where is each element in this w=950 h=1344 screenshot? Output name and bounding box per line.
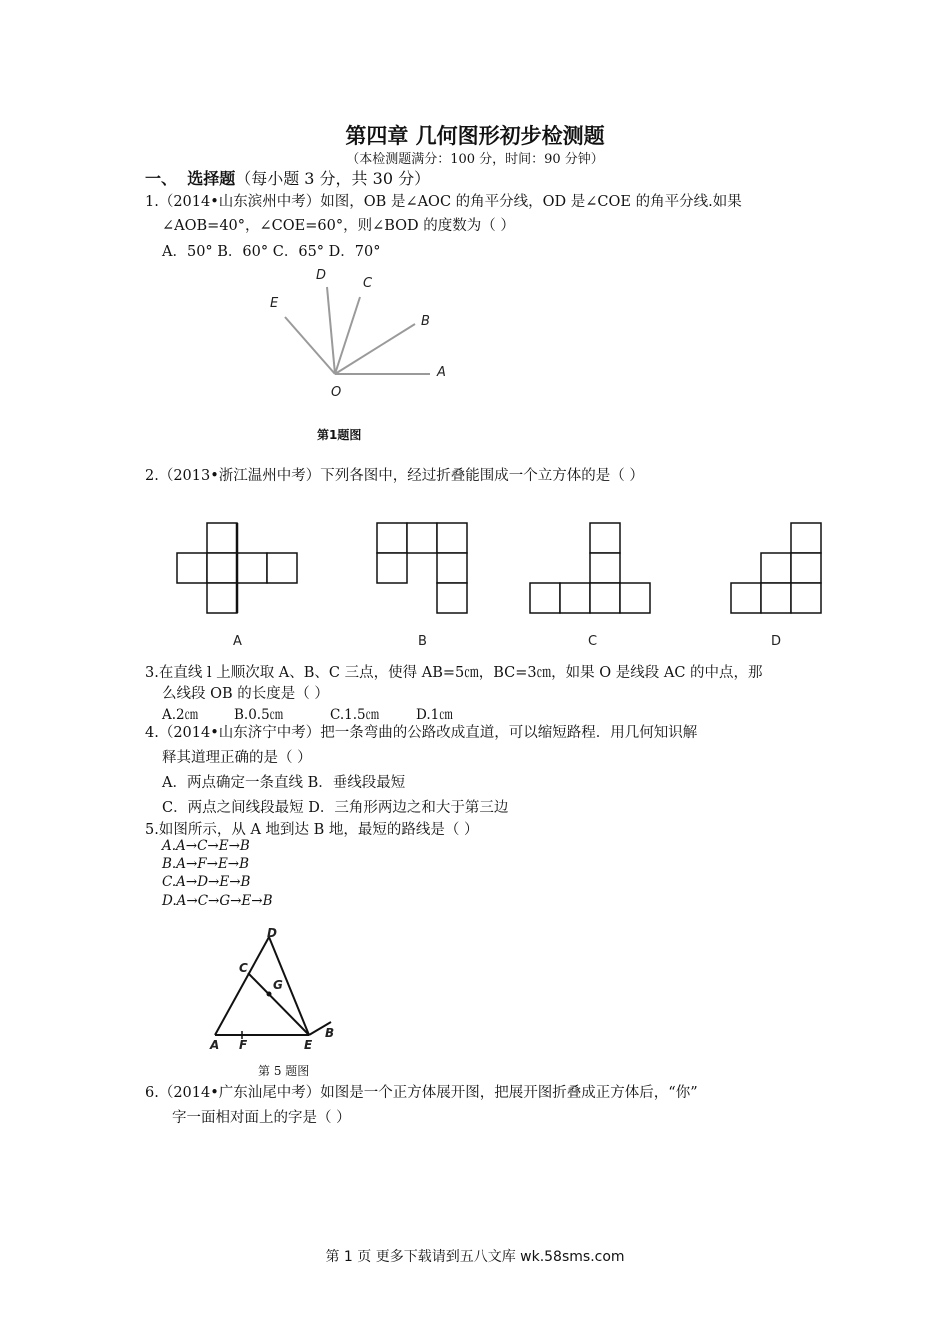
q3-line1: 3.在直线 l 上顺次取 A、B、C 三点，使得 AB=5㎝，BC=3㎝，如果 O 是线段 AC 的中点，那	[145, 665, 763, 681]
label-B: B	[421, 314, 430, 329]
q3-option-b: B.0.5㎝	[234, 707, 284, 723]
q6-line2: 字一面相对面上的字是（ ）	[172, 1110, 351, 1126]
q1-line2: ∠AOB=40°，∠COE=60°，则∠BOD 的度数为（ ）	[162, 218, 515, 234]
net-b	[377, 523, 467, 613]
q5-option-a: A.A→C→E→B	[162, 838, 250, 854]
ray-OD	[327, 287, 335, 374]
section-name: 选择题	[187, 169, 236, 188]
net-label-b: B	[418, 634, 427, 649]
ray-OB	[335, 324, 415, 374]
net-label-a: A	[233, 634, 242, 649]
q3-option-a: A.2㎝	[162, 707, 199, 723]
label-C: C	[239, 961, 248, 975]
label-B: B	[325, 1026, 335, 1040]
label-G: G	[273, 978, 283, 992]
q2-text: 2.（2013•浙江温州中考）下列各图中，经过折叠能围成一个立方体的是（ ）	[145, 468, 644, 484]
section-index: 一、	[145, 169, 178, 188]
label-A: A	[437, 365, 446, 380]
q1-options: A．50° B．60° C．65° D．70°	[162, 244, 381, 260]
page-title: 第四章 几何图形初步检测题	[345, 123, 605, 148]
q3-line2: 么线段 OB 的长度是（ ）	[162, 686, 329, 702]
ray-OE	[285, 317, 335, 374]
q5-option-b: B.A→F→E→B	[162, 856, 250, 872]
label-C: C	[363, 276, 373, 291]
net-c	[530, 523, 650, 613]
q5-route-figure	[205, 925, 355, 1055]
q5-caption: 第 5 题图	[258, 1064, 310, 1078]
q1-line1: 1.（2014•山东滨州中考）如图，OB 是∠AOC 的角平分线，OD 是∠COE 的角平分线.如果	[145, 194, 742, 210]
label-D: D	[316, 268, 327, 283]
q5-option-d: D.A→C→G→E→B	[162, 893, 273, 909]
label-F: F	[239, 1038, 248, 1052]
q3-option-c: C.1.5㎝	[330, 707, 380, 723]
q1-angle-figure	[255, 262, 465, 400]
q4-options-row2: C．两点之间线段最短 D．三角形两边之和大于第三边	[162, 800, 509, 816]
q4-line1: 4.（2014•山东济宁中考）把一条弯曲的公路改成直道，可以缩短路程．用几何知识解	[145, 725, 698, 741]
q3-option-d: D.1㎝	[416, 707, 453, 723]
q5-option-c: C.A→D→E→B	[162, 874, 251, 890]
q4-options-row1: A．两点确定一条直线 B．垂线段最短	[162, 775, 406, 791]
label-E: E	[270, 296, 279, 311]
q5-text: 5.如图所示，从 A 地到达 B 地，最短的路线是（ ）	[145, 822, 479, 838]
point-G	[267, 992, 272, 997]
section-heading	[145, 166, 430, 189]
q2-cube-nets-figure	[170, 515, 835, 655]
section-note: （每小题 3 分，共 30 分）	[235, 169, 431, 188]
label-D: D	[267, 926, 277, 940]
ray-OC	[335, 297, 360, 374]
q6-line1: 6.（2014•广东汕尾中考）如图是一个正方体展开图，把展开图折叠成正方体后，“你”	[145, 1085, 698, 1101]
net-a	[177, 523, 297, 613]
net-label-c: C	[588, 634, 598, 649]
q4-line2: 释其道理正确的是（ ）	[162, 750, 312, 766]
q1-caption: 第1题图	[317, 428, 362, 442]
page-subtitle: （本检测题满分：100 分，时间：90 分钟）	[346, 152, 604, 167]
label-E: E	[304, 1038, 313, 1052]
label-O: O	[331, 385, 342, 400]
page-footer: 第 1 页 更多下载请到五八文库 wk.58sms.com	[325, 1249, 625, 1265]
net-label-d: D	[771, 634, 782, 649]
net-d	[731, 523, 821, 613]
label-A: A	[210, 1038, 220, 1052]
